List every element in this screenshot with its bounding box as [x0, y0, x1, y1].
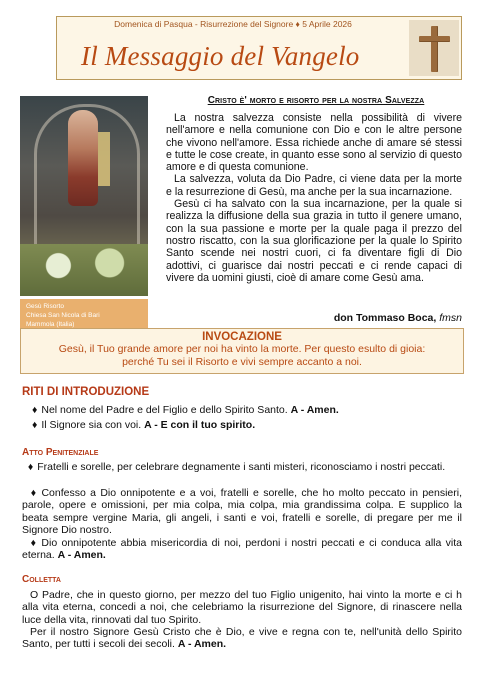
- section-title-riti: RITI DI INTRODUZIONE: [22, 386, 150, 398]
- riti-response: A - E con il tuo spirito.: [144, 419, 256, 431]
- atto-text: Confesso a Dio onnipotente e a voi, fratelli e sorelle, che ho molto peccato in pensieri, parole, opere e omissioni, per mia colpa, mia colpa, mia grandissima colpa. E supplico la beata sempre vergine Maria, gli angeli, i santi e voi, fratelli e sorelle, di pregare per me il Signore Dio nostro.: [22, 487, 463, 537]
- colletta-text: Per il nostro Signore Gesù Cristo che è Dio, e vive e regna con te, nell'unità dello Spirito Santo, per tutti i secoli dei secoli.: [22, 626, 462, 651]
- caption-line: Chiesa San Nicola di Bari: [26, 312, 100, 319]
- author-name: don Tommaso Boca,: [333, 312, 437, 324]
- atto-paragraph: [22, 537, 462, 562]
- invocation-line: Gesù, il Tuo grande amore per noi ha vinto la morte. Per questo esulto di gioia:: [58, 343, 426, 355]
- atto-paragraph: [22, 487, 462, 537]
- article-paragraph: La nostra salvezza consiste nella possibilità di vivere nell'amore e nella comunione con Dio e con le altre persone che vivono nell'amore. Essa richiede anche di amare sé stessi e tutte le cose create, in quanto esse sono al servizio di questo amore e di questa comunione.: [166, 112, 462, 174]
- colletta-paragraph: [22, 626, 462, 651]
- article-title: Cristo è' morto e risorto per la nostra Salvezza: [207, 95, 425, 106]
- risen-christ-photo: [20, 96, 148, 296]
- author-signature: [300, 312, 462, 324]
- invocation-title: INVOCAZIONE: [202, 331, 282, 343]
- riti-text: Il Signore sia con voi.: [41, 419, 142, 431]
- article-paragraph: Gesù ci ha salvato con la sua incarnazione, per la quale si realizza la diffusione della sua grazia in tutto il genere umano, con la sua passione e morte per la quale paga il prezzo del nostro riscatto, con la sua glorificazione per la quale lo Spirito Santo scende nei nostri cuori, ci fa diventare figli di Dio adottivi, ci guarisce dai nostri peccati e ci rende capaci di vivere da uomini giusti, cioè di amare come Gesù ama.: [166, 198, 462, 284]
- diamond-icon: ♦: [30, 487, 38, 499]
- riti-text: Nel nome del Padre e del Figlio e dello Spirito Santo.: [41, 404, 288, 416]
- atto-response: A - Amen.: [57, 549, 106, 562]
- diamond-icon: ♦: [30, 537, 38, 549]
- atto-text: Fratelli e sorelle, per celebrare degnamente i santi misteri, riconosciamo i nostri peccati.: [37, 461, 446, 473]
- invocation-line: perché Tu sei il Risorto e vivi sempre accanto a noi.: [122, 355, 362, 368]
- invocation-box: [20, 328, 464, 374]
- masthead-title: Il Messaggio del Vangelo: [81, 41, 360, 71]
- section-title-atto: Atto Penitenziale: [22, 447, 99, 458]
- colletta-response: A - Amen.: [177, 638, 227, 651]
- masthead: [56, 16, 462, 80]
- author-order: fmsn: [439, 312, 462, 324]
- riti-line: [32, 419, 462, 431]
- atto-paragraph: [22, 461, 462, 473]
- colletta-paragraph: O Padre, che in questo giorno, per mezzo del tuo Figlio unigenito, hai vinto la morte e ci h alla vita eterna, concedi a noi, che celebriamo la risurrezione del Signore, di rinascere nella luce della vita, rinnovati dal tuo Spirito.: [22, 589, 462, 626]
- diamond-icon: ♦: [27, 461, 34, 473]
- section-title-colletta: Colletta: [22, 574, 61, 585]
- masthead-subtitle: Domenica di Pasqua - Risurrezione del Signore ♦ 5 Aprile 2026: [114, 19, 352, 29]
- diamond-icon: ♦: [32, 404, 38, 416]
- diamond-icon: ♦: [32, 419, 38, 431]
- riti-response: A - Amen.: [290, 404, 339, 416]
- caption-line: Mammola (Italia): [26, 321, 75, 328]
- riti-line: [32, 404, 462, 416]
- article-paragraph: La salvezza, voluta da Dio Padre, ci viene data per la morte e la resurrezione di Gesù, ma anche per la sua incarnazione.: [166, 173, 462, 198]
- caption-line: Gesù Risorto: [26, 303, 64, 310]
- cross-icon: [409, 20, 459, 76]
- atto-text: Dio onnipotente abbia misericordia di noi, perdoni i nostri peccati e ci conduca alla vita eterna.: [22, 537, 462, 562]
- article-body: [166, 112, 462, 284]
